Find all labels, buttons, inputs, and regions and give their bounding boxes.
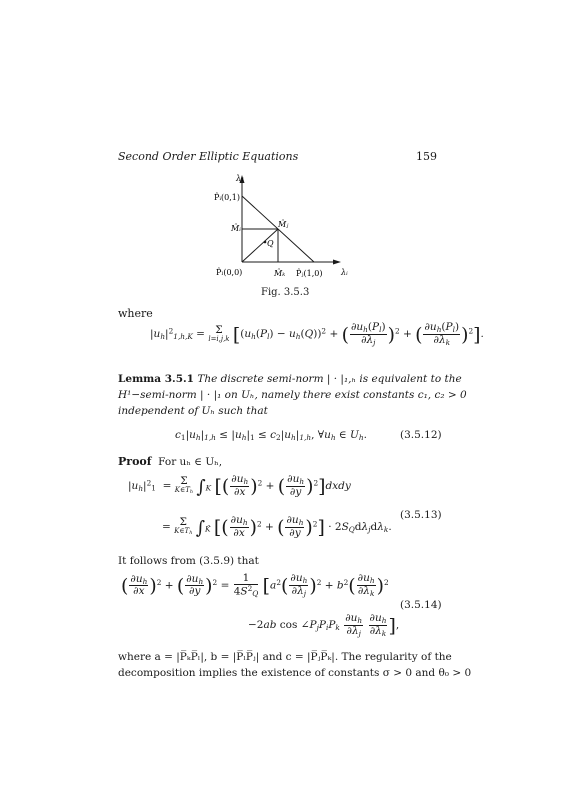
proof-label: Proof (118, 455, 152, 468)
axis-label-x: λᵢ (341, 268, 348, 277)
axis-label-y: λ₁ (236, 174, 245, 183)
decomposition-line: decomposition implies the existence of constants σ > 0 and θ₀ > 0 (118, 667, 472, 679)
equation-number-3-5-12: (3.5.12) (400, 429, 442, 441)
page-number: 159 (416, 150, 437, 163)
equation-number-3-5-13: (3.5.13) (400, 509, 442, 521)
lemma-text-1: The discrete semi-norm | · |₁,ₕ is equivalent to the (197, 373, 462, 385)
label-m-k: M̂ₖ (274, 269, 286, 278)
equation-3-5-14-line-2: −2ab $\cos \angle P_jP_iP_k$ $\frac{\partial u_h}{\partial\lambda_j}$ $\frac{\partial u_h}{\partial\lambda_k}$ ], (248, 612, 400, 638)
label-p-i: P̂ᵢ(0,1) (214, 193, 240, 202)
equation-3-5-13-line-2: = Σ $K\in T_h$ $\int_{K̂}$ [( $\frac{\partial u_h}{\partial x}$ )$^2$ + ( $\frac{\partial u_h}{\partial y}$ )$^2] \cdot 2S_Qd\lambda_jd\lambda_k$. (162, 514, 392, 539)
running-title: Second Order Elliptic Equations (118, 150, 299, 163)
label-p-l: P̂ₗ(0,0) (216, 268, 243, 277)
label-q: Q (267, 239, 274, 248)
seminorm-definition-equation: $|u_h|^2_{1,h,K}$ = Σ l=i,j,k [$(u_h(P_l) - u_h(Q))^2$ + ( $\frac{\partial u_h(P_l)}{\partial\lambda_j}$ )$^2$ + ( $\frac{\partial u_h(P_l)}{\partial\lambda_k}$ )$^2$]. (150, 321, 484, 347)
label-m-i: M̂ᵢ (231, 224, 241, 233)
equation-3-5-12: $c_1|u_h|_{1,h} \le |u_h|_1 \le c_2|u_h|_{1,h}$, $\forall u_h$ ∈ $U_h$. (175, 429, 367, 442)
lemma-line-2: H¹−semi-norm | · |₁ on Uₕ, namely there exist constants c₁, c₂ > 0 (118, 389, 467, 401)
equation-3-5-13-line-1: $|u_h|^2_1$ = Σ $K\in T_h$ $\int_K$ [( $\frac{\partial u_h}{\partial x}$ )$^2$ + ( $\frac{\partial u_h}{\partial y}$ )$^2$]dxdy (128, 473, 351, 498)
lemma-line-3: independent of Uₕ such that (118, 405, 268, 417)
equation-3-5-14-line-1: ( $\frac{\partial u_h}{\partial x}$ )$^2$ + ( $\frac{\partial u_h}{\partial y}$ )$^2$ = $\frac{1}{4S^2_Q}$ [$a^2$( $\frac{\partial u_h}{\partial\lambda_j}$ )$^2 + b^2$( $\frac{\partial u_h}{\partial\lambda_k}$ )$^2$ (121, 572, 389, 599)
equation-number-3-5-14: (3.5.14) (400, 599, 442, 611)
label-p-j: P̂ⱼ(1,0) (296, 269, 323, 278)
proof-text: For uₕ ∈ Uₕ, (158, 456, 223, 468)
figure-caption: Fig. 3.5.3 (261, 287, 310, 298)
proof-line (118, 455, 222, 468)
lemma-line-1 (118, 373, 462, 385)
point-q-dot (264, 241, 267, 244)
triangle-figure (0, 0, 565, 300)
follows-text: It follows from (3.5.9) that (118, 555, 259, 567)
where-conditions-line: where a = |P̅ₖP̅ₗ|, b = |P̅ₗP̅ⱼ| and c = |P̅ⱼP̅ₖ|. The regularity of the (118, 651, 452, 663)
x-axis-arrow (333, 260, 341, 265)
label-m-j: M̂ⱼ (278, 220, 289, 229)
lemma-label: Lemma 3.5.1 (118, 373, 194, 385)
where-text: where (118, 307, 153, 320)
